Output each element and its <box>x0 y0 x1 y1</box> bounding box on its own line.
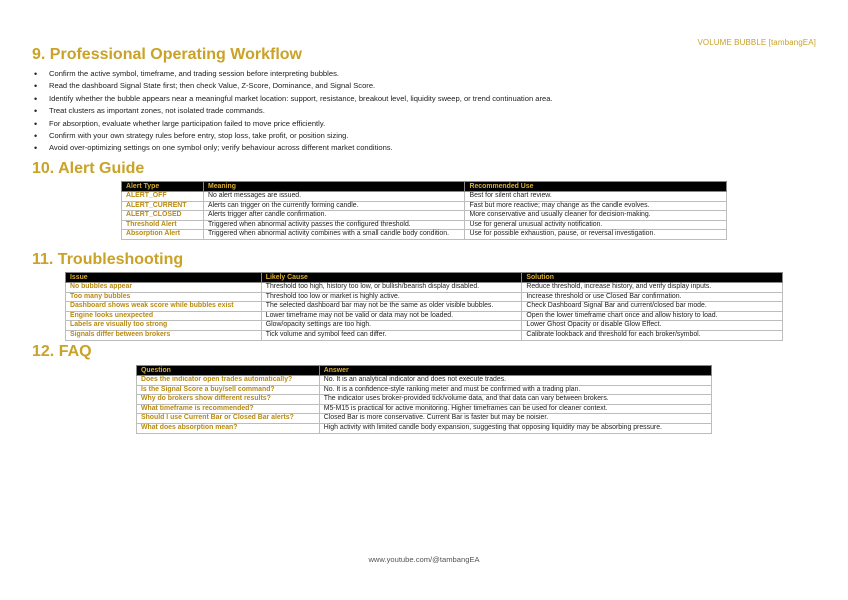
bullet-icon: • <box>34 131 38 142</box>
bullet-icon: • <box>34 106 38 117</box>
table-row <box>137 395 712 405</box>
table-row <box>137 385 712 395</box>
table-cell: Why do brokers show different results? <box>137 395 320 405</box>
table-cell: Closed Bar is more conservative. Current Bar is faster but may be noisier. <box>319 414 711 424</box>
table-row <box>122 192 727 202</box>
list-item: • Confirm the active symbol, timeframe, and trading session before interpreting bubbles. <box>34 69 339 79</box>
table-header-cell: Answer <box>319 366 711 376</box>
table-cell: Too many bubbles <box>66 292 262 302</box>
table-header-cell: Solution <box>522 273 783 283</box>
table-cell: Triggered when abnormal activity combines with a small candle body condition. <box>203 230 465 240</box>
table-header-cell: Recommended Use <box>465 182 727 192</box>
table-cell: Calibrate lookback and threshold for each broker/symbol. <box>522 330 783 340</box>
table-cell: Triggered when abnormal activity passes the configured threshold. <box>203 220 465 230</box>
table-cell: Lower timeframe may not be valid or data may not be loaded. <box>261 311 522 321</box>
table-row <box>66 321 783 331</box>
bullet-icon: • <box>34 81 38 92</box>
table-cell: Check Dashboard Signal Bar and current/closed bar mode. <box>522 302 783 312</box>
table-cell: Engine looks unexpected <box>66 311 262 321</box>
footer-link[interactable]: www.youtube.com/@tambangEA <box>368 555 480 564</box>
table-row <box>122 220 727 230</box>
workflow-list <box>32 68 732 155</box>
bullet-icon: • <box>34 93 38 104</box>
table-row <box>122 230 727 240</box>
table-cell: Tick volume and symbol feed can differ. <box>261 330 522 340</box>
table-header-row <box>122 182 727 192</box>
table-header-cell: Alert Type <box>122 182 204 192</box>
table-cell: No bubbles appear <box>66 283 262 293</box>
table-cell: More conservative and usually cleaner for decision-making. <box>465 211 727 221</box>
workflow-section-title: 9. Professional Operating Workflow <box>32 46 302 63</box>
bullet-icon: • <box>34 69 38 79</box>
table-cell: Is the Signal Score a buy/sell command? <box>137 385 320 395</box>
list-item: • For absorption, evaluate whether large participation failed to move price efficiently. <box>34 118 326 129</box>
table-cell: ALERT_CLOSED <box>122 211 204 221</box>
table-row <box>137 376 712 386</box>
table-cell: Threshold too high, history too low, or bullish/bearish display disabled. <box>261 283 522 293</box>
troubleshooting-title: 11. Troubleshooting <box>32 251 184 268</box>
table-header-row <box>137 366 712 376</box>
table-row <box>122 211 727 221</box>
table-cell: What does absorption mean? <box>137 423 320 433</box>
table-cell: Fast but more reactive; may change as the candle evolves. <box>465 201 727 211</box>
table-cell: No alert messages are issued. <box>203 192 465 202</box>
table-cell: The selected dashboard bar may not be the same as older visible bubbles. <box>261 302 522 312</box>
table-cell: Best for silent chart review. <box>465 192 727 202</box>
table-cell: M5-M15 is practical for active monitoring. Higher timeframes can be used for cleaner context. <box>319 404 711 414</box>
faq-table <box>136 365 712 434</box>
table-header-cell: Likely Cause <box>261 273 522 283</box>
header-brand: VOLUME BUBBLE [tambangEA] <box>697 38 816 47</box>
list-item: • Treat clusters as important zones, not isolated trade commands. <box>34 106 265 117</box>
table-row <box>137 404 712 414</box>
table-cell: Lower Ghost Opacity or disable Glow Effect. <box>522 321 783 331</box>
bullet-icon: • <box>34 118 38 129</box>
table-cell: Alerts can trigger on the currently forming candle. <box>203 201 465 211</box>
table-header-cell: Meaning <box>203 182 465 192</box>
table-cell: Absorption Alert <box>122 230 204 240</box>
table-header-row <box>66 273 783 283</box>
table-cell: Increase threshold or use Closed Bar confirmation. <box>522 292 783 302</box>
table-row <box>66 302 783 312</box>
list-item: • Confirm with your own strategy rules before entry, stop loss, take profit, or position sizing. <box>34 131 349 142</box>
table-header-cell: Issue <box>66 273 262 283</box>
table-cell: Should I use Current Bar or Closed Bar alerts? <box>137 414 320 424</box>
table-cell: ALERT_CURRENT <box>122 201 204 211</box>
list-item: • Identify whether the bubble appears near a meaningful market location: support, resistance, breakout level, liquidity sweep, or trend continuation area. <box>34 93 553 104</box>
table-cell: Use for general unusual activity notification. <box>465 220 727 230</box>
alert-guide-title: 10. Alert Guide <box>32 160 145 177</box>
table-cell: Reduce threshold, increase history, and verify display inputs. <box>522 283 783 293</box>
table-header-cell: Question <box>137 366 320 376</box>
table-cell: Signals differ between brokers <box>66 330 262 340</box>
table-row <box>122 201 727 211</box>
table-row <box>66 330 783 340</box>
alert-guide-table <box>121 181 727 240</box>
list-item: • Read the dashboard Signal State first; then check Value, Z-Score, Dominance, and Signal Score. <box>34 81 376 92</box>
table-cell: The indicator uses broker-provided tick/volume data, and that data can vary between brokers. <box>319 395 711 405</box>
table-cell: What timeframe is recommended? <box>137 404 320 414</box>
table-cell: High activity with limited candle body expansion, suggesting that opposing liquidity may be absorbing pressure. <box>319 423 711 433</box>
table-row <box>66 283 783 293</box>
table-row <box>137 423 712 433</box>
table-cell: Glow/opacity settings are too high. <box>261 321 522 331</box>
table-cell: No. It is a confidence-style ranking meter and must be confirmed with a trading plan. <box>319 385 711 395</box>
faq-title: 12. FAQ <box>32 343 92 360</box>
table-row <box>66 292 783 302</box>
table-cell: Labels are visually too strong <box>66 321 262 331</box>
table-cell: Does the indicator open trades automatically? <box>137 376 320 386</box>
table-cell: Threshold Alert <box>122 220 204 230</box>
table-cell: Open the lower timeframe chart once and allow history to load. <box>522 311 783 321</box>
table-row <box>66 311 783 321</box>
table-cell: Use for possible exhaustion, pause, or reversal investigation. <box>465 230 727 240</box>
table-cell: Threshold too low or market is highly active. <box>261 292 522 302</box>
table-cell: Dashboard shows weak score while bubbles exist <box>66 302 262 312</box>
list-item: • Avoid over-optimizing settings on one symbol only; verify behaviour across different market conditions. <box>34 143 393 154</box>
table-cell: Alerts trigger after candle confirmation. <box>203 211 465 221</box>
table-row <box>137 414 712 424</box>
table-cell: ALERT_OFF <box>122 192 204 202</box>
troubleshooting-table <box>65 272 783 341</box>
bullet-icon: • <box>34 143 38 154</box>
table-cell: No. It is an analytical indicator and does not execute trades. <box>319 376 711 386</box>
